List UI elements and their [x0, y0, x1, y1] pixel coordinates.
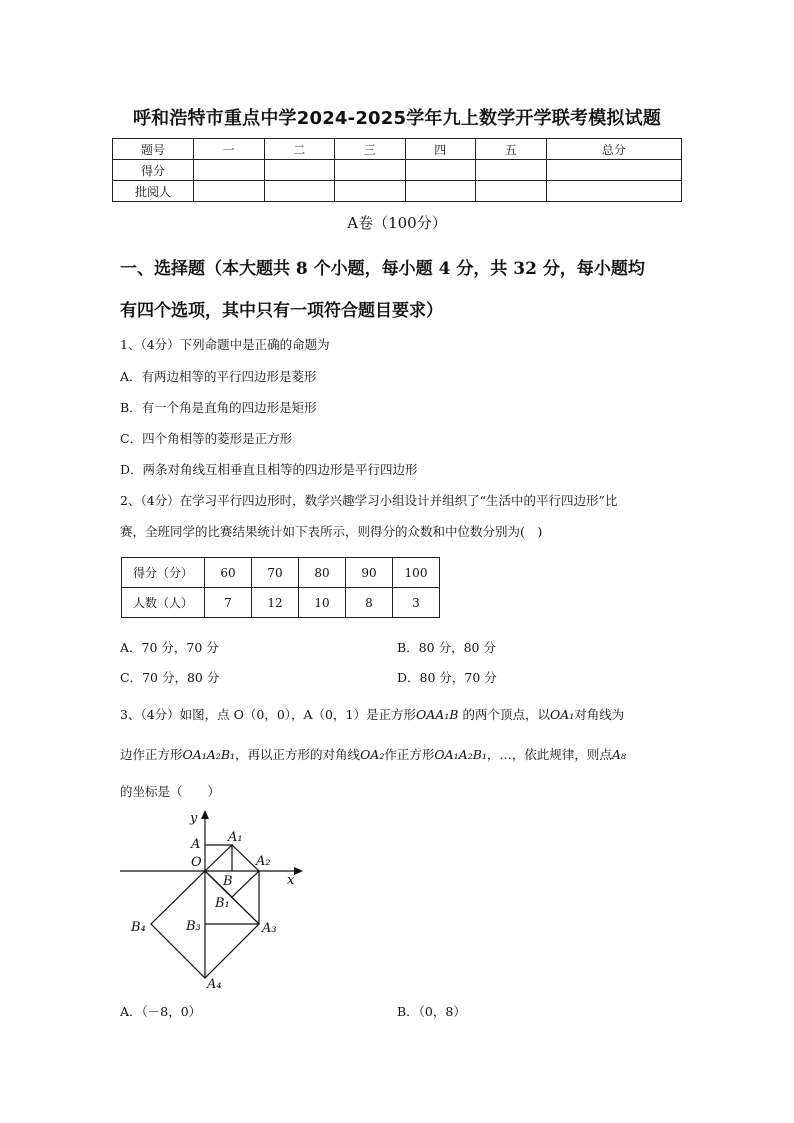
text-run: 边作正方形 [120, 747, 183, 762]
table-cell: 70 [252, 558, 299, 588]
math-expression: OA₁A₂B₁ [434, 747, 487, 762]
question-2-option-d[interactable]: D．80 分，70 分 [397, 670, 497, 685]
score-cell[interactable] [194, 160, 265, 181]
point-a-label: A [191, 837, 201, 852]
table-cell: 100 [393, 558, 440, 588]
table-row [122, 588, 440, 618]
point-a4-label: A₄ [207, 977, 222, 992]
table-cell: 12 [252, 588, 299, 618]
grader-row [113, 181, 682, 202]
question-1-option-c[interactable]: C．四个角相等的菱形是正方形 [120, 431, 293, 446]
page-title: 呼和浩特市重点中学2024-2025学年九上数学开学联考模拟试题 [132, 108, 662, 129]
question-2-option-a[interactable]: A．70 分，70 分 [120, 640, 219, 655]
grader-cell[interactable] [546, 181, 682, 202]
table-row [122, 558, 440, 588]
question-3-option-a[interactable]: A．（－8，0） [120, 1004, 202, 1019]
table-cell: 3 [393, 588, 440, 618]
point-a2-label: A₂ [256, 854, 271, 869]
table-cell: 题号 [113, 139, 194, 160]
table-cell: 三 [335, 139, 406, 160]
question-2-option-b[interactable]: B．80 分，80 分 [397, 640, 496, 655]
question-3-stem-line1 [120, 705, 624, 723]
table-cell: 90 [346, 558, 393, 588]
x-axis-label: x [287, 873, 295, 888]
text-run: ，…，依此规律，则点 [486, 747, 612, 762]
math-expression: OAA₁B [415, 707, 459, 722]
text-run: 对角线为 [574, 707, 625, 722]
table-cell: 得分 [113, 160, 194, 181]
question-2-stem-line1: 2、（4分）在学习平行四边形时，数学兴趣学习小组设计并组织了“生活中的平行四边形”比 [120, 493, 618, 508]
score-distribution-table [121, 557, 440, 618]
grader-cell[interactable] [476, 181, 547, 202]
point-b4-label: B₄ [131, 920, 146, 935]
score-table-header-row [113, 139, 682, 160]
math-expression: OA₁ [549, 707, 575, 722]
section-heading-line2: 有四个选项，其中只有一项符合题目要求） [120, 301, 443, 321]
table-cell: 7 [205, 588, 252, 618]
table-cell: 二 [264, 139, 335, 160]
table-cell: 一 [194, 139, 265, 160]
score-table [112, 138, 682, 202]
question-1-option-d[interactable]: D．两条对角线互相垂直且相等的四边形是平行四边形 [120, 462, 418, 477]
table-cell: 批阅人 [113, 181, 194, 202]
table-cell: 得分（分） [122, 558, 205, 588]
section-subtitle: A卷（100分） [347, 214, 447, 232]
score-cell[interactable] [476, 160, 547, 181]
question-1-stem: 1、（4分）下列命题中是正确的命题为 [120, 337, 330, 352]
score-cell[interactable] [335, 160, 406, 181]
grader-cell[interactable] [335, 181, 406, 202]
math-expression: OA₁A₂B₁ [182, 747, 236, 762]
y-axis-label: y [190, 811, 198, 826]
score-row [113, 160, 682, 181]
question-1-option-a[interactable]: A．有两边相等的平行四边形是菱形 [120, 369, 317, 384]
question-1-option-b[interactable]: B．有一个角是直角的四边形是矩形 [120, 400, 317, 415]
point-b1-label: B₁ [215, 896, 230, 911]
point-o-label: O [191, 855, 202, 870]
text-run: 3、（4分）如图，点 O（0，0），A（0，1）是正方形 [120, 707, 416, 722]
x-axis-arrow-icon [294, 867, 303, 875]
table-cell: 8 [346, 588, 393, 618]
score-cell[interactable] [264, 160, 335, 181]
table-cell: 60 [205, 558, 252, 588]
table-cell: 人数（人） [122, 588, 205, 618]
grader-cell[interactable] [264, 181, 335, 202]
question-2-option-c[interactable]: C．70 分，80 分 [120, 670, 220, 685]
question-3-option-b[interactable]: B．（0，8） [397, 1004, 466, 1019]
score-cell[interactable] [546, 160, 682, 181]
grader-cell[interactable] [194, 181, 265, 202]
text-run: ，再以正方形的对角线 [235, 747, 361, 762]
score-cell[interactable] [405, 160, 476, 181]
section-heading-line1: 一、选择题（本大题共 8 个小题，每小题 4 分，共 32 分，每小题均 [120, 259, 645, 279]
table-cell: 五 [476, 139, 547, 160]
point-b-label: B [223, 874, 233, 889]
table-cell: 总分 [546, 139, 682, 160]
square-spiral-figure [115, 805, 315, 995]
y-axis-arrow-icon [201, 810, 209, 819]
math-expression: A₈ [611, 747, 626, 762]
text-run: 作正方形 [384, 747, 435, 762]
point-b3-label: B₃ [186, 919, 201, 934]
grader-cell[interactable] [405, 181, 476, 202]
point-a3-label: A₃ [262, 921, 277, 936]
question-3-stem-line2 [120, 745, 626, 763]
question-2-stem-line2: 赛，全班同学的比赛结果统计如下表所示，则得分的众数和中位数分别为( ) [120, 524, 543, 539]
point-a1-label: A₁ [228, 830, 243, 845]
text-run: 的两个顶点，以 [458, 707, 550, 722]
table-cell: 10 [299, 588, 346, 618]
table-cell: 80 [299, 558, 346, 588]
math-expression: OA₂ [360, 747, 385, 762]
table-cell: 四 [405, 139, 476, 160]
question-3-stem-line3: 的坐标是（ ） [120, 784, 221, 799]
